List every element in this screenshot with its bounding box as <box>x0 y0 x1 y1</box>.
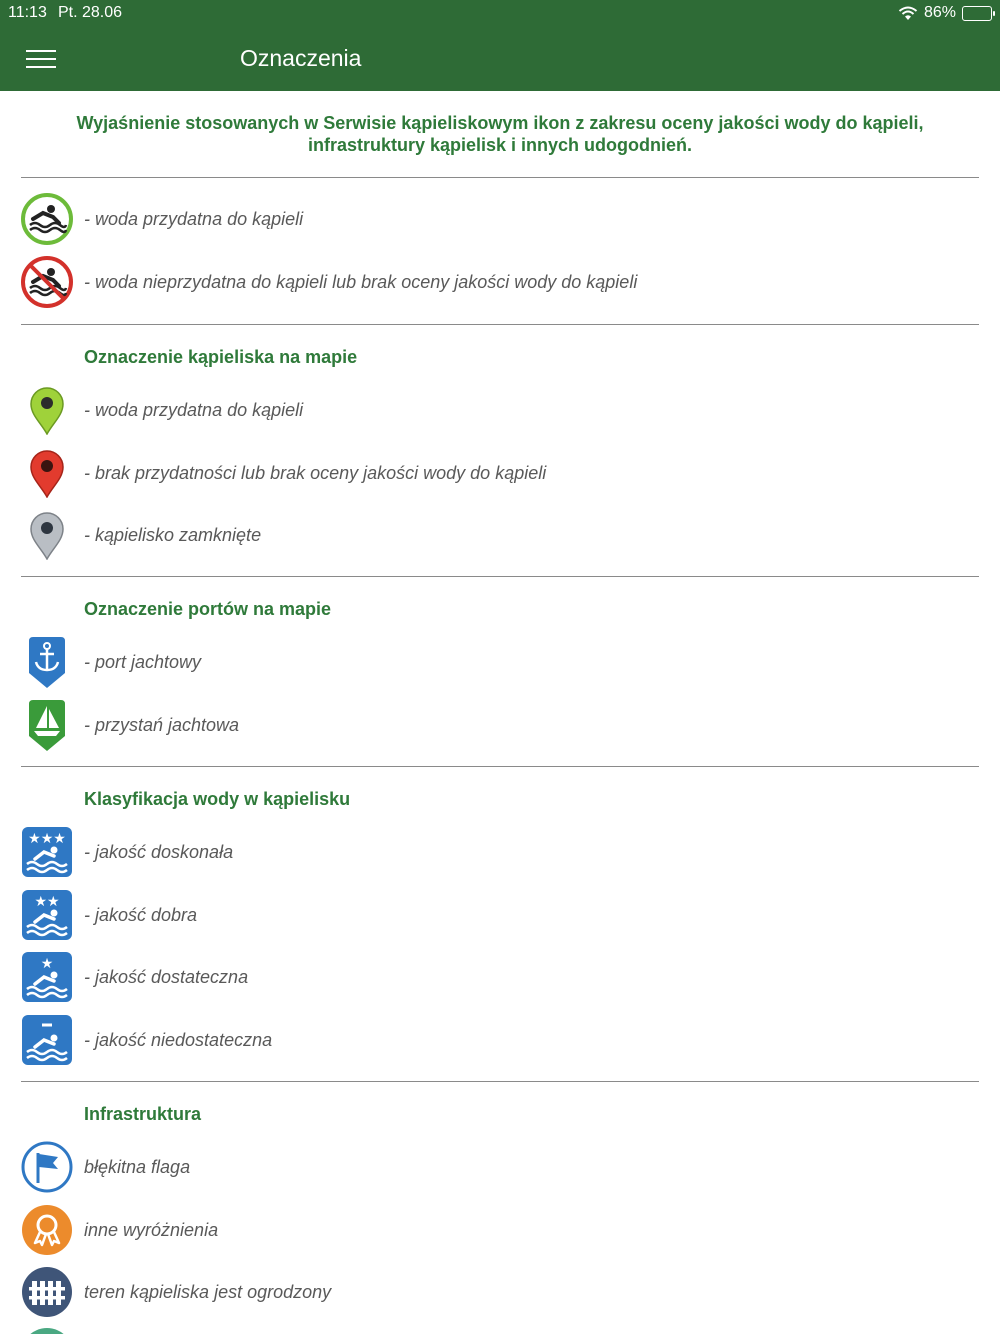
intro-text: Wyjaśnienie stosowanych w Serwisie kąpieliskowym ikon z zakresu oceny jakości wody do kąpieli, infrastruktury kąpielisk i innych udogodnień. <box>76 113 924 155</box>
status-date: Pt. 28.06 <box>58 4 123 21</box>
map-pin-green-icon <box>21 383 73 437</box>
legend-text: - jakość dostateczna <box>84 966 249 987</box>
legend-text: - przystań jachtowa <box>84 714 240 735</box>
no-swimming-icon <box>21 255 73 309</box>
legend-row-fenced <box>21 1265 979 1319</box>
section-title-map-ports: Oznaczenie portów na mapie <box>84 599 332 619</box>
legend-row-good <box>21 888 979 942</box>
legend-text: - kąpielisko zamknięte <box>84 524 262 545</box>
svg-text:★★★: ★★★ <box>28 831 66 847</box>
divider <box>21 766 979 767</box>
svg-text:★★: ★★ <box>34 894 60 910</box>
legend-text: - brak przydatności lub brak oceny jakości wody do kąpieli <box>84 462 547 483</box>
fence-icon <box>21 1265 73 1319</box>
legend-row-water-unfit <box>21 255 979 309</box>
section-title-infrastructure: Infrastruktura <box>84 1104 202 1124</box>
legend-row-port <box>21 635 979 689</box>
section-title-map-bathing: Oznaczenie kąpieliska na mapie <box>84 347 358 367</box>
battery-percent: 86% <box>923 4 956 21</box>
legend-row-map-fit <box>21 383 979 437</box>
page-title: Oznaczenia <box>240 45 362 71</box>
legend-text: - jakość niedostateczna <box>84 1029 273 1050</box>
divider <box>21 1081 979 1082</box>
legend-text: błękitna flaga <box>84 1156 191 1177</box>
legend-text: - woda przydatna do kąpieli <box>84 208 304 229</box>
legend-row-blue-flag <box>21 1140 979 1194</box>
quality-minus-icon <box>21 1013 73 1067</box>
legend-row-poor <box>21 1013 979 1067</box>
app-header <box>0 0 1000 91</box>
legend-text: teren kąpieliska jest ogrodzony <box>84 1281 332 1302</box>
legend-text: - jakość doskonała <box>84 841 234 862</box>
legend-text: - woda przydatna do kąpieli <box>84 399 304 420</box>
legend-row-sufficient <box>21 950 979 1004</box>
legend-row-map-unfit <box>21 446 979 500</box>
legend-row-excellent <box>21 825 979 879</box>
sailboat-marker-icon <box>21 698 73 752</box>
legend-row-water-fit <box>21 192 979 246</box>
legend-row-awards <box>21 1203 979 1257</box>
next-icon-partial <box>21 1328 73 1334</box>
divider <box>21 324 979 325</box>
legend-row-map-closed <box>21 508 979 562</box>
blue-flag-icon <box>21 1140 73 1194</box>
quality-one-star-icon <box>21 950 73 1004</box>
legend-text: - woda nieprzydatna do kąpieli lub brak oceny jakości wody do kąpieli <box>84 271 638 292</box>
map-pin-red-icon <box>21 446 73 500</box>
status-right <box>898 4 992 22</box>
status-time: 11:13 <box>8 4 47 21</box>
section-title-classification: Klasyfikacja wody w kąpielisku <box>84 789 351 809</box>
svg-text:★: ★ <box>40 956 54 972</box>
wifi-icon <box>898 6 918 21</box>
award-ribbon-icon <box>21 1203 73 1257</box>
divider <box>21 576 979 577</box>
menu-button[interactable] <box>26 48 56 70</box>
anchor-marker-icon <box>21 635 73 689</box>
quality-three-stars-icon <box>21 825 73 879</box>
legend-text: - port jachtowy <box>84 651 202 672</box>
quality-two-stars-icon <box>21 888 73 942</box>
legend-text: - jakość dobra <box>84 904 198 925</box>
battery-icon <box>962 6 992 21</box>
legend-text: inne wyróżnienia <box>84 1219 219 1240</box>
map-pin-gray-icon <box>21 508 73 562</box>
divider <box>21 177 979 178</box>
status-bar <box>0 0 1000 26</box>
swimmer-ok-icon <box>21 192 73 246</box>
legend-row-marina <box>21 698 979 752</box>
